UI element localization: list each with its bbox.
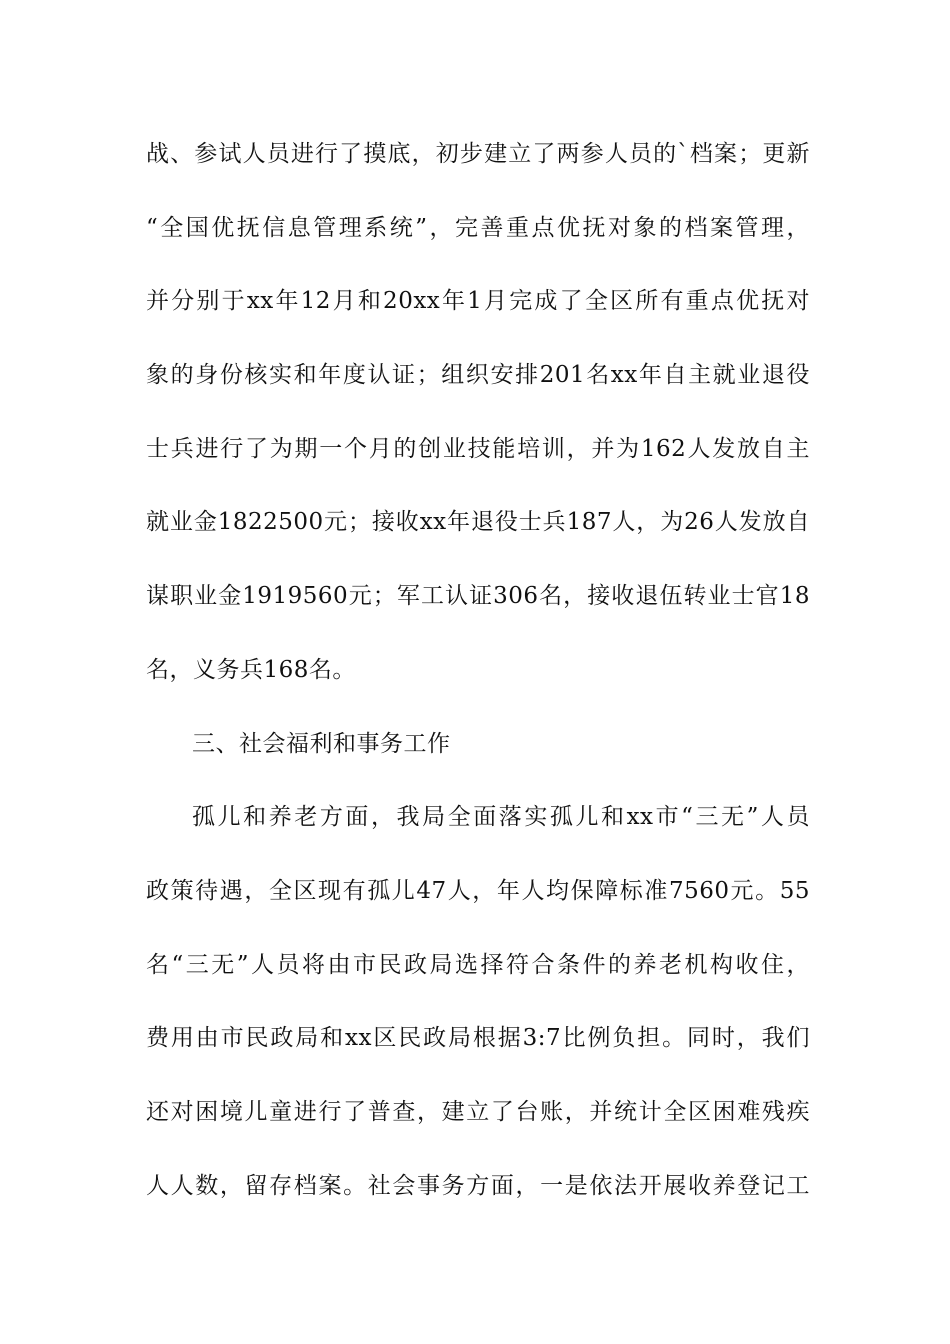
text-line: 谋职业金1919560元；军工认证306名，接收退伍转业士官18 xyxy=(146,583,810,610)
body-text xyxy=(146,127,810,1232)
section-heading: 三、社会福利和事务工作 xyxy=(192,730,451,757)
text-line: 就业金1822500元；接收xx年退役士兵187人，为26人发放自 xyxy=(146,509,810,536)
text-line: 还对困境儿童进行了普查，建立了台账，并统计全区困难残疾 xyxy=(146,1098,810,1125)
text-line: 象的身份核实和年度认证；组织安排201名xx年自主就业退役 xyxy=(146,362,810,389)
text-line: 政策待遇，全区现有孤儿47人，年人均保障标准7560元。55 xyxy=(146,877,810,904)
text-line: 名，义务兵168名。 xyxy=(146,656,356,683)
text-line: “全国优抚信息管理系统”，完善重点优抚对象的档案管理， xyxy=(146,214,810,241)
text-line: 并分别于xx年12月和20xx年1月完成了全区所有重点优抚对 xyxy=(146,288,810,315)
text-line: 孤儿和养老方面，我局全面落实孤儿和xx市“三无”人员 xyxy=(192,804,810,831)
text-line: 名“三无”人员将由市民政局选择符合条件的养老机构收住， xyxy=(146,951,810,978)
text-line: 费用由市民政局和xx区民政局根据3:7比例负担。同时，我们 xyxy=(146,1025,810,1052)
text-line: 士兵进行了为期一个月的创业技能培训，并为162人发放自主 xyxy=(146,435,810,462)
text-line: 战、参试人员进行了摸底，初步建立了两参人员的`档案；更新 xyxy=(146,141,810,167)
text-line: 人人数，留存档案。社会事务方面，一是依法开展收养登记工 xyxy=(146,1172,810,1199)
